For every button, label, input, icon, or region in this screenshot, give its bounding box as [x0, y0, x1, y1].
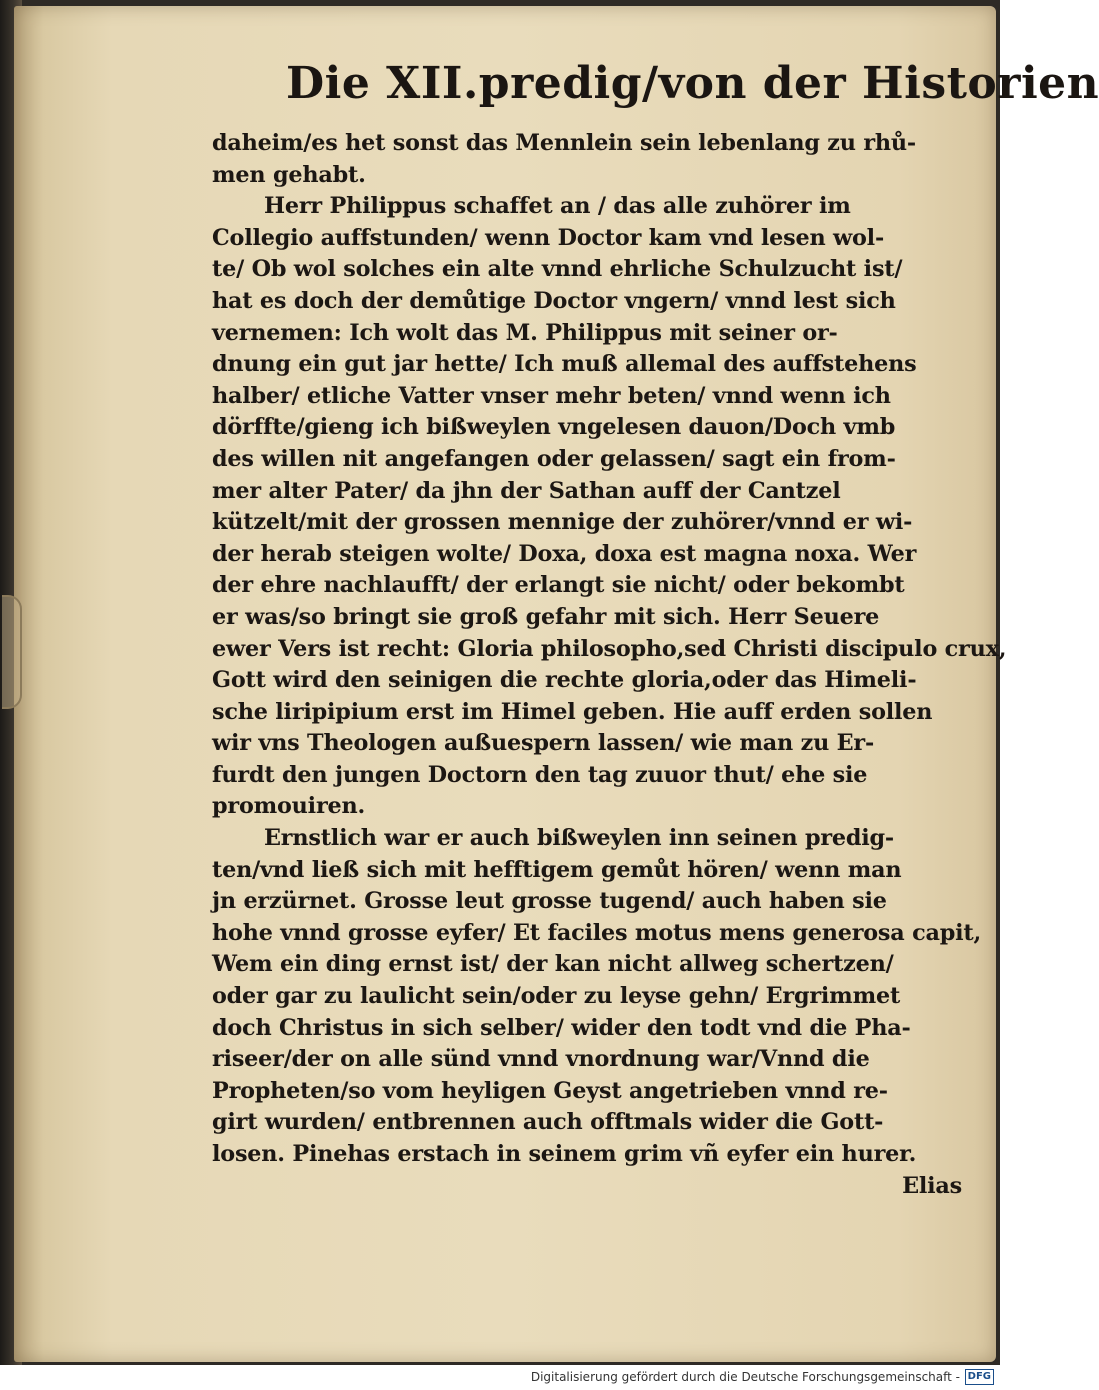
text-line: riseer/der on alle sünd vnnd vnordnung war/Vnnd die	[212, 1046, 870, 1073]
text-line: wir vns Theologen außuespern lassen/ wie man zu Er-	[212, 730, 875, 757]
text-line: girt wurden/ entbrennen auch offtmals wider die Gott-	[212, 1109, 884, 1136]
text-line: Ernstlich war er auch bißweylen inn seinen predig-	[264, 825, 894, 852]
text-line: ten/vnd ließ sich mit hefftigem gemůt hören/ wenn man	[212, 856, 902, 883]
text-line: men gehabt.	[212, 161, 366, 188]
text-line: hohe vnnd grosse eyfer/ Et faciles motus mens generosa capit,	[212, 919, 982, 946]
text-line: Herr Philippus schaffet an / das alle zuhörer im	[264, 193, 851, 220]
text-line: sche liripipium erst im Himel geben. Hie auff erden sollen	[212, 698, 933, 725]
text-line: promouiren.	[212, 793, 366, 820]
text-line: furdt den jungen Doctorn den tag zuuor thut/ ehe sie	[212, 761, 868, 788]
text-line: vernemen: Ich wolt das M. Philippus mit seiner or-	[212, 319, 838, 346]
text-line: jn erzürnet. Grosse leut grosse tugend/ auch haben sie	[212, 888, 887, 915]
text-line: er was/so bringt sie groß gefahr mit sich. Herr Seuere	[212, 603, 880, 630]
text-line: der herab steigen wolte/ Doxa, doxa est magna noxa. Wer	[212, 540, 917, 567]
dfg-logo: DFG	[965, 1369, 994, 1385]
catchword: Elias	[902, 1172, 962, 1199]
text-line: dörffte/gieng ich bißweylen vngelesen dauon/Doch vmb	[212, 414, 896, 441]
text-line: mer alter Pater/ da jhn der Sathan auff der Cantzel	[212, 477, 841, 504]
text-line: des willen nit angefangen oder gelassen/ sagt ein from-	[212, 445, 896, 472]
text-line: daheim/es het sonst das Mennlein sein lebenlang zu rhů-	[212, 130, 916, 156]
text-line: dnung ein gut jar hette/ Ich muß allemal des auffstehens	[212, 351, 917, 378]
footer-bar	[0, 1365, 1000, 1390]
text-line: Wem ein ding ernst ist/ der kan nicht allweg schertzen/	[212, 951, 894, 978]
text-line: Collegio auffstunden/ wenn Doctor kam vnd lesen wol-	[212, 224, 885, 251]
text-line: losen. Pinehas erstach in seinem grim vñ eyfer ein hurer.	[212, 1141, 917, 1167]
text-line: halber/ etliche Vatter vnser mehr beten/ vnnd wenn ich	[212, 382, 891, 409]
text-line: ewer Vers ist recht: Gloria philosopho,sed Christi discipulo crux,	[212, 635, 1007, 662]
text-line: oder gar zu laulicht sein/oder zu leyse gehn/ Ergrimmet	[212, 983, 901, 1010]
text-line: Propheten/so vom heyligen Geyst angetrieben vnnd re-	[212, 1077, 888, 1104]
page-clip	[2, 595, 22, 709]
text-line: Gott wird den seinigen die rechte gloria,oder das Himeli-	[212, 667, 917, 694]
funding-note: Digitalisierung gefördert durch die Deutsche Forschungsgemeinschaft -	[530, 1370, 960, 1384]
text-line: doch Christus in sich selber/ wider den todt vnd die Pha-	[212, 1014, 911, 1041]
text-line: der ehre nachlaufft/ der erlangt sie nicht/ oder bekombt	[212, 572, 905, 599]
text-line: hat es doch der demůtige Doctor vngern/ vnnd lest sich	[212, 287, 896, 314]
running-title: Die XII.predig/von der Historien	[286, 58, 1099, 109]
text-line: kützelt/mit der grossen mennige der zuhörer/vnnd er wi-	[212, 509, 913, 536]
body-text	[212, 128, 1007, 1202]
text-line: te/ Ob wol solches ein alte vnnd ehrliche Schulzucht ist/	[212, 256, 903, 283]
